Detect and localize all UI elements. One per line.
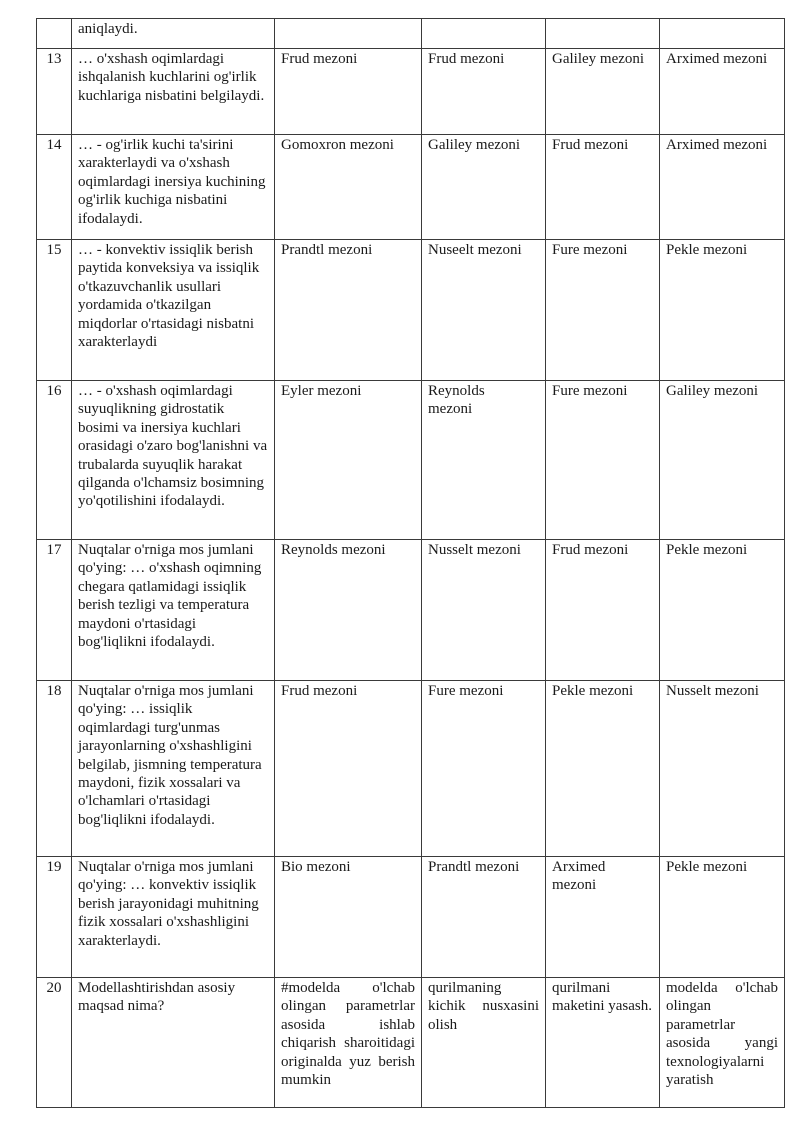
option-d-cell: modelda o'lchab olingan parametrlar asosida yangi texnologiyalarni yaratish (660, 978, 785, 1108)
option-a-cell: Bio mezoni (275, 857, 422, 978)
option-c-cell: qurilmani maketini yasash. (546, 978, 660, 1108)
row-number: 16 (37, 381, 72, 540)
option-b-cell: qurilmaning kichik nusxasini olish (422, 978, 546, 1108)
row-number: 20 (37, 978, 72, 1108)
table-row-20 (37, 978, 785, 1108)
row-number: 14 (37, 135, 72, 240)
question-cell: … o'xshash oqimlardagi ishqalanish kuchlarini og'irlik kuchlariga nisbatini belgilaydi. (72, 49, 275, 135)
question-cell: … - konvektiv issiqlik berish paytida konveksiya va issiqlik o'tkazuvchanlik usullari yordamida o'tkazilgan miqdorlar o'rtasidagi nisbatni xarakterlaydi (72, 240, 275, 381)
option-a-cell: Reynolds mezoni (275, 540, 422, 681)
option-b-cell: Fure mezoni (422, 681, 546, 857)
option-d-cell: Pekle mezoni (660, 540, 785, 681)
option-d-cell: Pekle mezoni (660, 240, 785, 381)
table-row-14 (37, 135, 785, 240)
option-d-cell: Arximed mezoni (660, 135, 785, 240)
table-row-18 (37, 681, 785, 857)
option-b-cell: Nusselt mezoni (422, 540, 546, 681)
option-b-cell: Galiley mezoni (422, 135, 546, 240)
option-c-cell: Frud mezoni (546, 540, 660, 681)
table-row-continued (37, 19, 785, 49)
option-a-cell: Gomoxron mezoni (275, 135, 422, 240)
option-a-cell: Frud mezoni (275, 49, 422, 135)
row-number: 13 (37, 49, 72, 135)
table-row-13 (37, 49, 785, 135)
option-d-cell: Nusselt mezoni (660, 681, 785, 857)
question-cell: … - og'irlik kuchi ta'sirini xarakterlaydi va o'xshash oqimlardagi inersiya kuchining og'irlik kuchiga nisbatini ifodalaydi. (72, 135, 275, 240)
table-row-17 (37, 540, 785, 681)
row-number: 18 (37, 681, 72, 857)
option-a-cell (275, 19, 422, 49)
option-a-cell (275, 978, 422, 1108)
option-c-cell: Pekle mezoni (546, 681, 660, 857)
option-b-cell (422, 19, 546, 49)
option-d-cell: Pekle mezoni (660, 857, 785, 978)
row-number: 17 (37, 540, 72, 681)
table-row-19 (37, 857, 785, 978)
row-number (37, 19, 72, 49)
questions-table (36, 18, 785, 1108)
question-cell: … - o'xshash oqimlardagi suyuqlikning gidrostatik bosimi va inersiya kuchlari orasidagi o'zaro bog'lanishni va trubalarda suyuqlik harakat qilganda o'lchamsiz bosimning yo'qotilishini ifodalaydi. (72, 381, 275, 540)
option-c-cell (546, 19, 660, 49)
option-b-cell: Frud mezoni (422, 49, 546, 135)
table-row-16 (37, 381, 785, 540)
option-a-cell: Prandtl mezoni (275, 240, 422, 381)
option-c-cell: Fure mezoni (546, 381, 660, 540)
option-a-cell: Eyler mezoni (275, 381, 422, 540)
option-d-cell: Galiley mezoni (660, 381, 785, 540)
question-cell: Nuqtalar o'rniga mos jumlani qo'ying: … konvektiv issiqlik berish jarayonidagi muhitning fizik xossalari o'xshashligini xarakterlaydi. (72, 857, 275, 978)
question-cell: aniqlaydi. (72, 19, 275, 49)
question-cell: Modellashtirishdan asosiy maqsad nima? (72, 978, 275, 1108)
option-a-cell: Frud mezoni (275, 681, 422, 857)
row-number: 15 (37, 240, 72, 381)
option-c-cell: Arximed mezoni (546, 857, 660, 978)
question-cell: Nuqtalar o'rniga mos jumlani qo'ying: … o'xshash oqimning chegara qatlamidagi issiqlik berish tezligi va temperatura maydoni o'rtasidagi bog'liqlikni ifodalaydi. (72, 540, 275, 681)
option-b-cell: Prandtl mezoni (422, 857, 546, 978)
option-c-cell: Frud mezoni (546, 135, 660, 240)
option-a-text: #modelda o'lchab olingan parametrlar asosida ishlab chiqarish sharoitidagi originalda yuz berish mumkin (281, 980, 415, 1089)
table-row-15 (37, 240, 785, 381)
option-b-cell: Reynolds mezoni (422, 381, 546, 540)
row-number: 19 (37, 857, 72, 978)
option-c-cell: Fure mezoni (546, 240, 660, 381)
question-cell: Nuqtalar o'rniga mos jumlani qo'ying: … issiqlik oqimlardagi turg'unmas jarayonlarning o'xshashligini belgilab, jismning temperatura maydoni, fizik xossalari va o'lchamlari o'rtasidagi bog'liqlikni ifodalaydi. (72, 681, 275, 857)
option-d-cell (660, 19, 785, 49)
option-c-cell: Galiley mezoni (546, 49, 660, 135)
option-d-cell: Arximed mezoni (660, 49, 785, 135)
option-b-cell: Nuseelt mezoni (422, 240, 546, 381)
